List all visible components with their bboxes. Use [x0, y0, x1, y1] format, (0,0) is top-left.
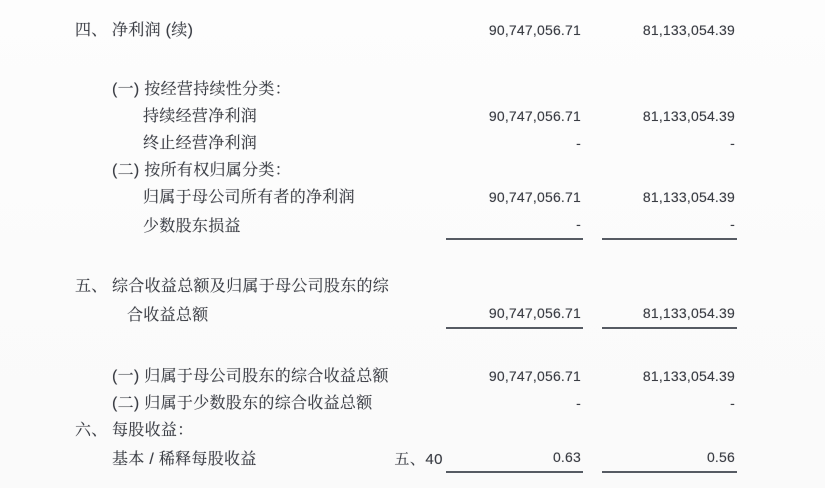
prior-period-amount: 81,133,054.39: [642, 22, 735, 38]
row-label: [75, 130, 427, 157]
statement-row-net-profit-attributable-to-parent: [75, 184, 737, 211]
statement-row-comprehensive-income-parent: [75, 363, 737, 390]
row-label-text: (一) 按经营持续性分类：: [112, 81, 292, 98]
prior-period-amount: -: [602, 211, 737, 240]
row-label-text: 持续经营净利润: [143, 108, 258, 125]
statement-row-discontinued-operations-net-profit: [75, 130, 737, 157]
current-period-amount: 90,747,056.71: [488, 108, 581, 124]
current-period-amount: -: [446, 211, 583, 240]
current-period-amount: 90,747,056.71: [488, 368, 581, 384]
section-number: 五、: [75, 278, 108, 295]
statement-row-classification-by-ownership: [75, 157, 737, 184]
statement-row-earnings-per-share-header: [75, 417, 737, 444]
current-period-amount: 90,747,056.71: [488, 22, 581, 38]
current-period-amount: 90,747,056.71: [446, 300, 583, 329]
row-label-text: 每股收益：: [112, 422, 194, 439]
current-period-amount: 0.63: [446, 444, 583, 473]
current-period-amount: -: [576, 395, 581, 411]
row-label: [75, 273, 427, 300]
section-number: 四、: [75, 22, 108, 39]
row-label-text: 终止经营净利润: [143, 135, 258, 152]
section-number: 六、: [75, 422, 108, 439]
row-label: [75, 213, 427, 240]
row-label: [75, 157, 427, 184]
statement-row-net-profit-continued: [75, 17, 737, 44]
row-label-text: 少数股东损益: [143, 218, 241, 235]
prior-period-amount: 81,133,054.39: [642, 189, 735, 205]
current-period-amount: -: [576, 135, 581, 151]
statement-row-minority-interest-income: [75, 211, 737, 240]
statement-row-total-comprehensive-income-line1: [75, 273, 737, 300]
row-label-text: 归属于母公司所有者的净利润: [143, 189, 355, 206]
row-label-text: 综合收益总额及归属于母公司股东的综: [112, 278, 390, 295]
prior-period-amount: 81,133,054.39: [642, 368, 735, 384]
row-label: [75, 302, 427, 329]
prior-period-amount: 0.56: [602, 444, 737, 473]
statement-row-continuing-operations-net-profit: [75, 103, 737, 130]
current-period-amount: 90,747,056.71: [488, 189, 581, 205]
row-label: [75, 446, 443, 473]
prior-period-amount: -: [730, 395, 735, 411]
row-label-text: 基本 / 稀释每股收益: [112, 451, 257, 468]
row-label: [75, 17, 427, 44]
row-label: [75, 184, 427, 211]
row-label-text: (二) 按所有权归属分类：: [112, 162, 292, 179]
statement-row-classification-by-continuity: [75, 76, 737, 103]
prior-period-amount: -: [730, 135, 735, 151]
row-label-text: 合收益总额: [127, 307, 209, 324]
statement-row-total-comprehensive-income-line2: [75, 300, 737, 329]
row-label: [75, 417, 427, 444]
prior-period-amount: 81,133,054.39: [602, 300, 737, 329]
statement-row-basic-diluted-eps: [75, 444, 737, 473]
note-reference: 五、40: [394, 451, 443, 468]
row-label-text: 净利润 (续): [112, 22, 194, 39]
row-label: [75, 390, 427, 417]
row-label: [75, 363, 427, 390]
row-label-text: (二) 归属于少数股东的综合收益总额: [112, 395, 373, 412]
row-label-text: (一) 归属于母公司股东的综合收益总额: [112, 368, 389, 385]
row-label: [75, 103, 427, 130]
prior-period-amount: 81,133,054.39: [642, 108, 735, 124]
statement-row-comprehensive-income-minority: [75, 390, 737, 417]
row-label: [75, 76, 427, 103]
